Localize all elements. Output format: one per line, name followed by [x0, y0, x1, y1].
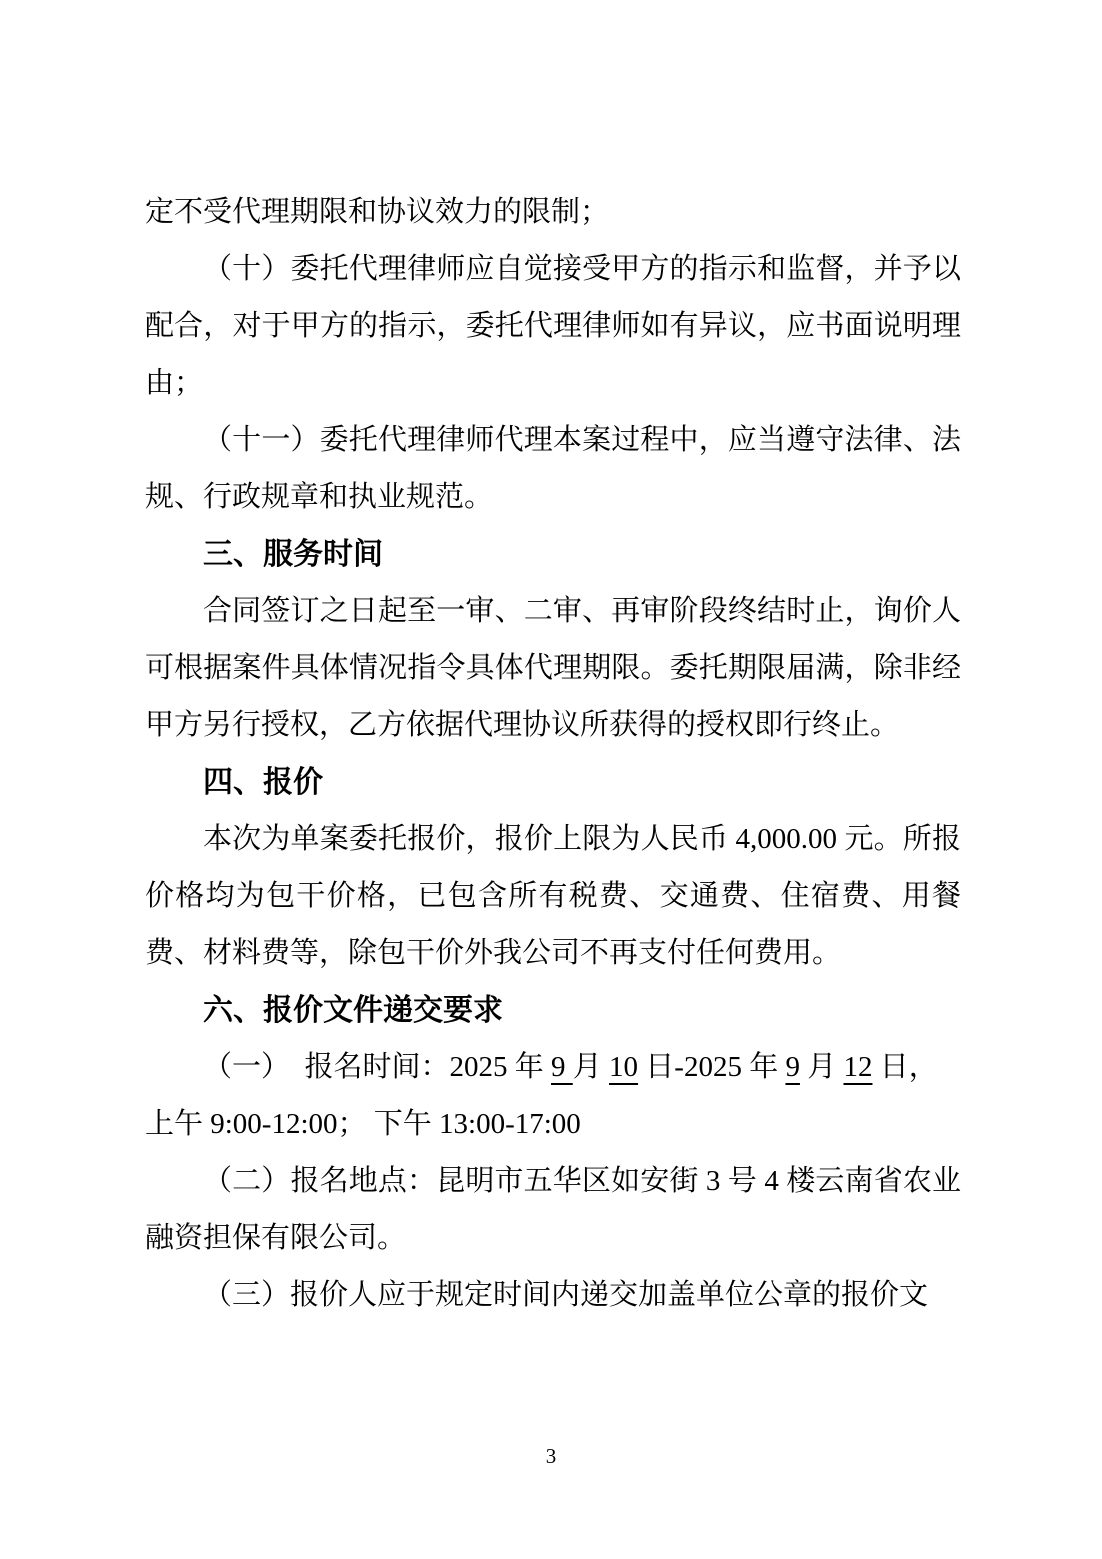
paragraph-registration-hours: 上午 9:00-12:00； 下午 13:00-17:00 — [145, 1108, 581, 1140]
paragraph-registration-time — [145, 1039, 961, 1096]
registration-time-text: 日， — [872, 1051, 938, 1083]
registration-time-text: 月 — [572, 1051, 610, 1083]
page-number: 3 — [545, 1444, 557, 1468]
paragraph-item-11: （十一）委托代理律师代理本案过程中，应当遵守法律、法规、行政规章和执业规范。 — [145, 424, 961, 513]
paragraph-quotation: 本次为单案委托报价，报价上限为人民币 4,000.00 元。所报价格均为包干价格，已包含所有税费、交通费、住宿费、用餐费、材料费等，除包干价外我公司不再支付任何费用。 — [145, 823, 961, 969]
registration-time-text: （一） 报名时间：2025 年 — [203, 1051, 552, 1083]
paragraph-registration-location: （二）报名地点：昆明市五华区如安街 3 号 4 楼云南省农业融资担保有限公司。 — [145, 1165, 961, 1254]
registration-time-text: 月 — [799, 1051, 844, 1083]
registration-time-text: 日-2025 年 — [638, 1051, 786, 1083]
heading-quotation: 四、报价 — [203, 766, 323, 799]
registration-day-start-underlined: 10 — [609, 1051, 639, 1083]
registration-day-end-underlined: 12 — [843, 1051, 873, 1083]
paragraph-service-time: 合同签订之日起至一审、二审、再审阶段终结时止，询价人可根据案件具体情况指令具体代理期限。委托期限届满，除非经甲方另行授权，乙方依据代理协议所获得的授权即行终止。 — [145, 595, 961, 741]
document-body — [145, 184, 961, 1324]
paragraph-carryover: 定不受代理期限和协议效力的限制； — [145, 196, 610, 228]
registration-month-end-underlined: 9 — [785, 1051, 800, 1083]
registration-month-start-underlined: 9 — [551, 1051, 573, 1083]
heading-service-time: 三、服务时间 — [203, 538, 383, 571]
paragraph-item-10: （十）委托代理律师应自觉接受甲方的指示和监督，并予以配合，对于甲方的指示，委托代理律师如有异议，应书面说明理由； — [145, 253, 961, 399]
paragraph-item-3: （三）报价人应于规定时间内递交加盖单位公章的报价文 — [203, 1279, 929, 1311]
heading-submission-requirements: 六、报价文件递交要求 — [203, 994, 503, 1027]
